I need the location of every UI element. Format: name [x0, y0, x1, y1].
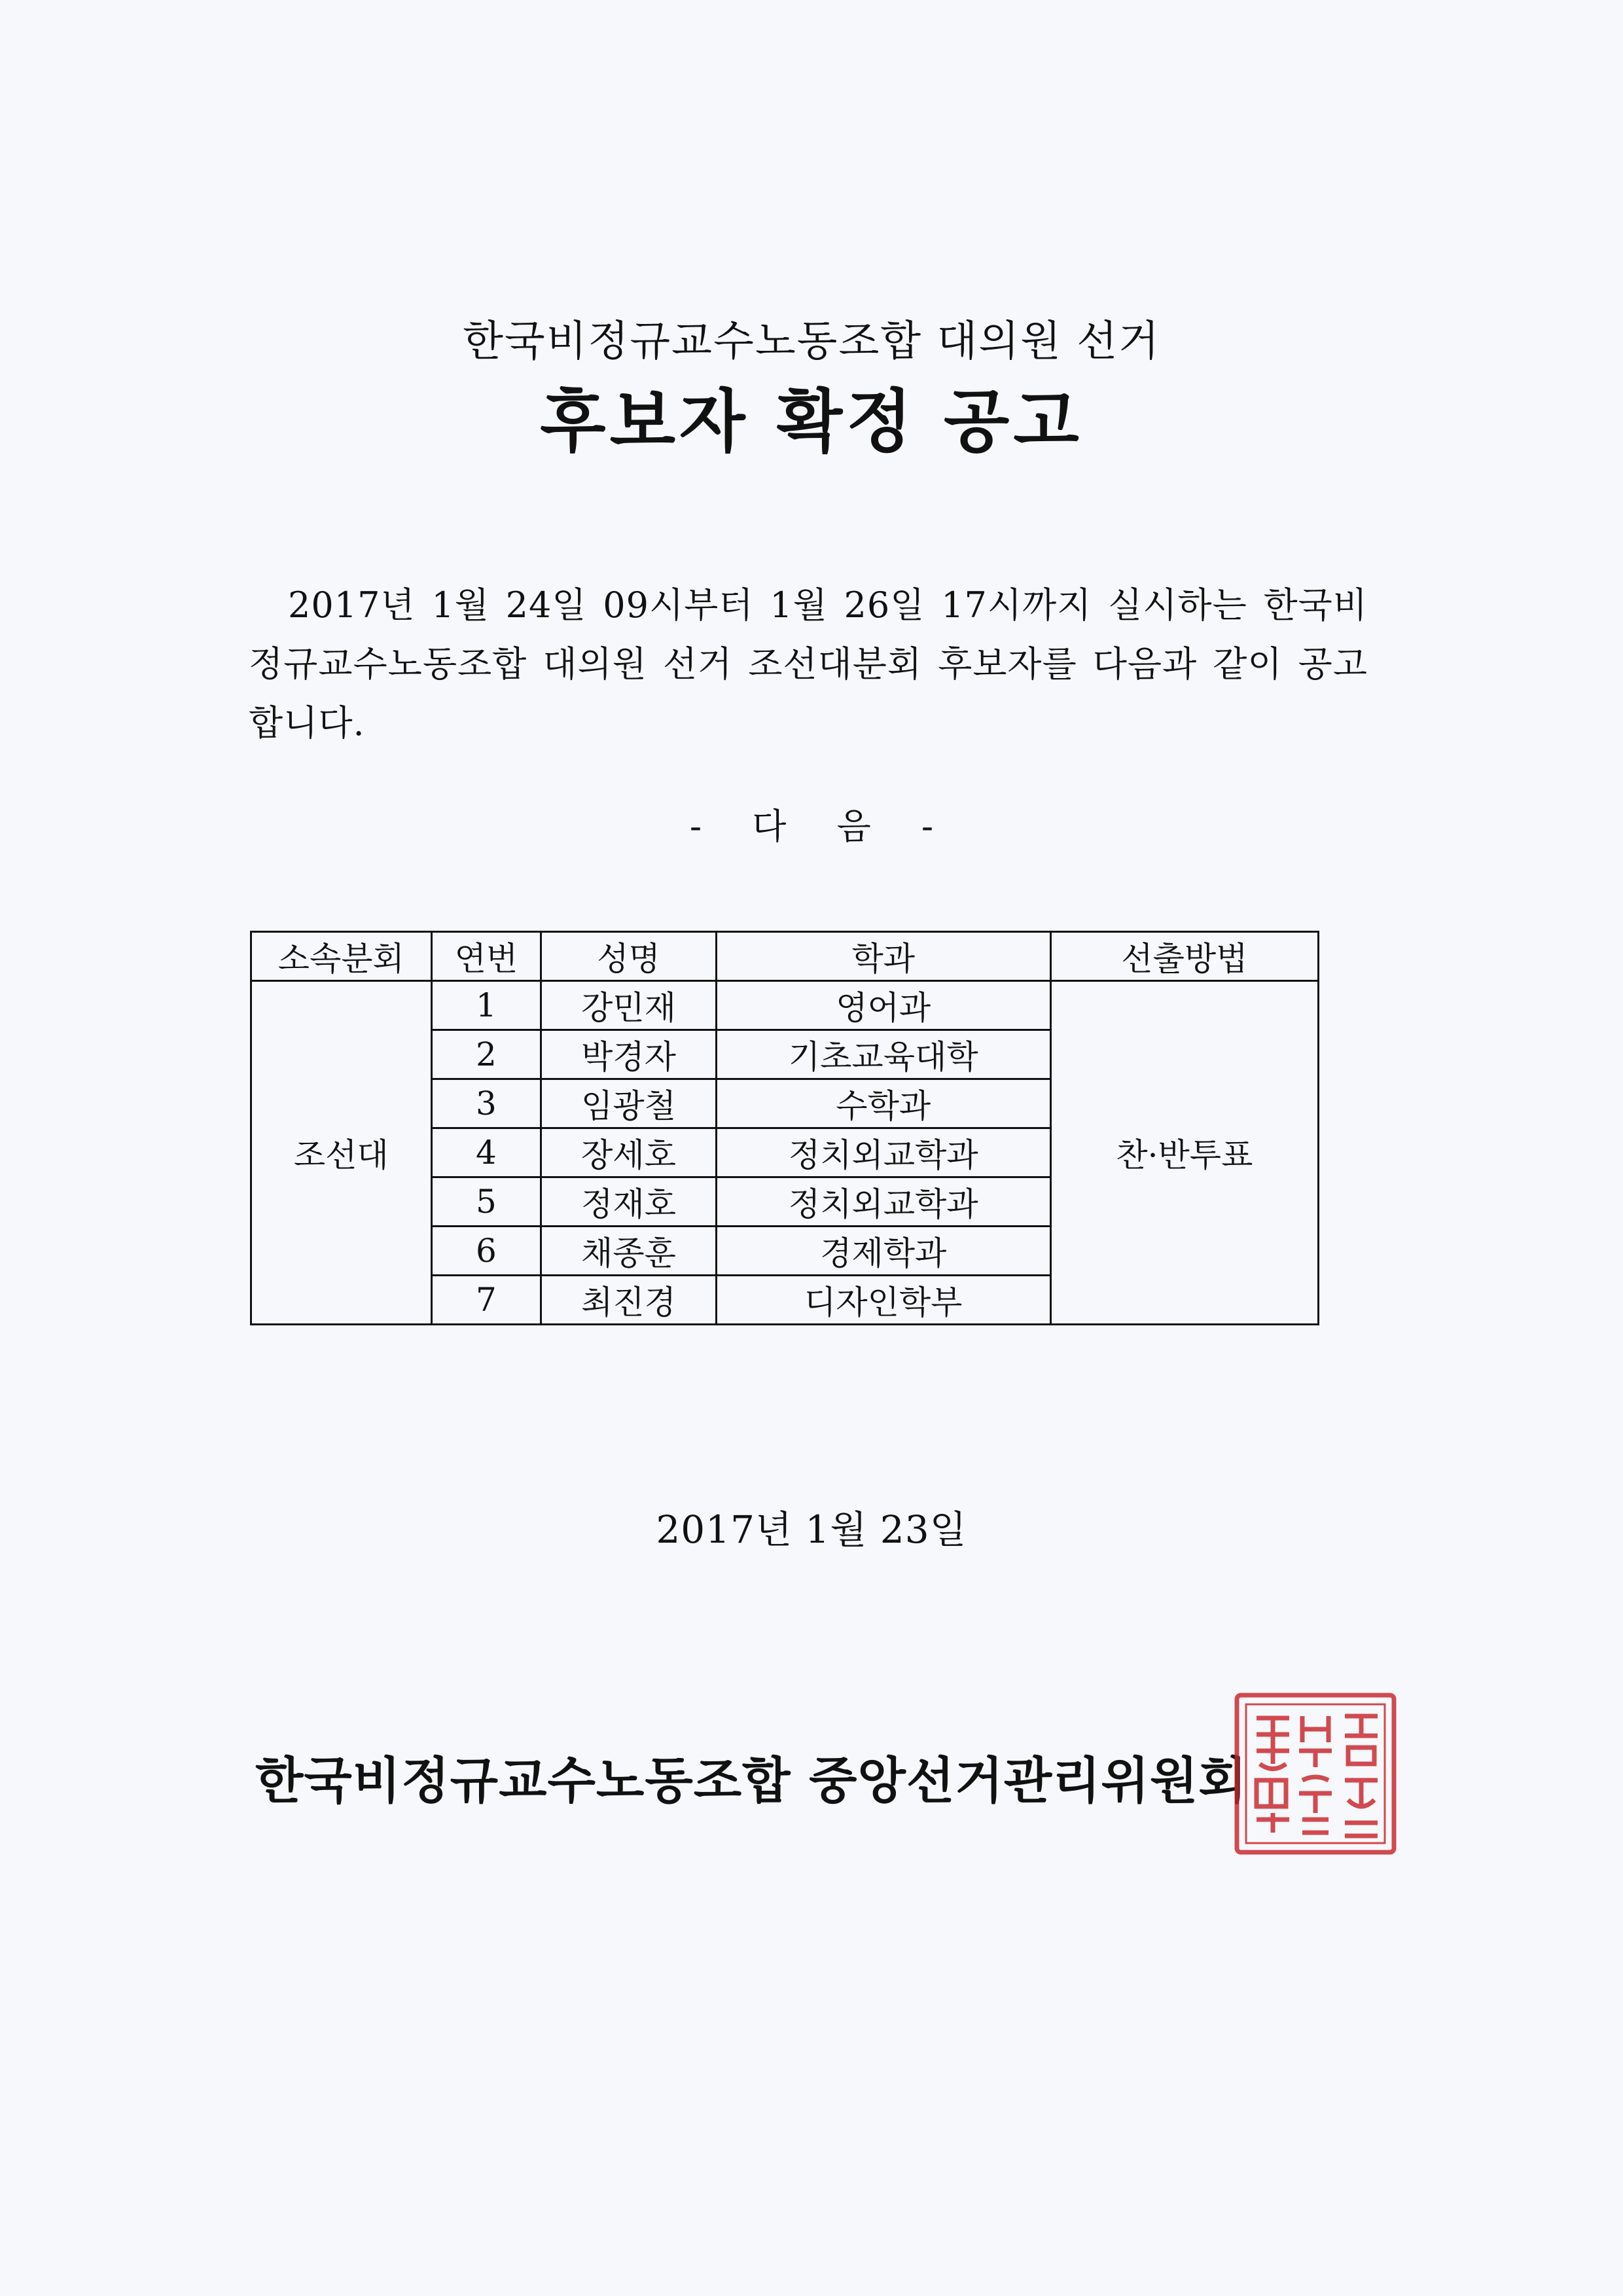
candidate-table	[250, 931, 1319, 1325]
header-number: 연번	[431, 932, 541, 981]
cell-department: 수학과	[716, 1079, 1050, 1128]
cell-number: 5	[431, 1177, 541, 1227]
header-department: 학과	[716, 932, 1050, 981]
official-seal-icon	[1230, 1689, 1400, 1859]
header-name: 성명	[541, 932, 717, 981]
cell-department: 기초교육대학	[716, 1030, 1050, 1079]
cell-number: 2	[431, 1030, 541, 1079]
table-row	[251, 981, 1319, 1030]
issuing-committee: 한국비정규교수노동조합 중앙선거관리위원회	[255, 1751, 1247, 1810]
cell-number: 7	[431, 1276, 541, 1325]
header-branch: 소속분회	[251, 932, 432, 981]
branch-cell: 조선대	[251, 981, 432, 1325]
announcement-body: 2017년 1월 24일 09시부터 1월 26일 17시까지 실시하는 한국비정규교수노동조합 대의원 선거 조선대분회 후보자를 다음과 같이 공고합니다.	[249, 584, 1368, 744]
document-date: 2017년 1월 23일	[656, 1507, 967, 1552]
notice-heading: - 다 음 -	[689, 806, 934, 847]
table-header-row	[251, 932, 1319, 981]
cell-name: 최진경	[541, 1276, 717, 1325]
document-subtitle: 한국비정규교수노동조합 대의원 선거	[463, 317, 1160, 366]
cell-name: 정재호	[541, 1177, 717, 1227]
cell-name: 채종훈	[541, 1227, 717, 1276]
header-method: 선출방법	[1050, 932, 1318, 981]
cell-department: 정치외교학과	[716, 1177, 1050, 1227]
cell-department: 정치외교학과	[716, 1128, 1050, 1177]
cell-department: 경제학과	[716, 1227, 1050, 1276]
cell-name: 장세호	[541, 1128, 717, 1177]
cell-number: 6	[431, 1227, 541, 1276]
cell-name: 임광철	[541, 1079, 717, 1128]
cell-department: 디자인학부	[716, 1276, 1050, 1325]
cell-department: 영어과	[716, 981, 1050, 1030]
cell-name: 박경자	[541, 1030, 717, 1079]
document-title: 후보자 확정 공고	[540, 382, 1083, 461]
cell-name: 강민재	[541, 981, 717, 1030]
cell-number: 4	[431, 1128, 541, 1177]
cell-number: 1	[431, 981, 541, 1030]
cell-number: 3	[431, 1079, 541, 1128]
method-cell: 찬·반투표	[1050, 981, 1318, 1325]
